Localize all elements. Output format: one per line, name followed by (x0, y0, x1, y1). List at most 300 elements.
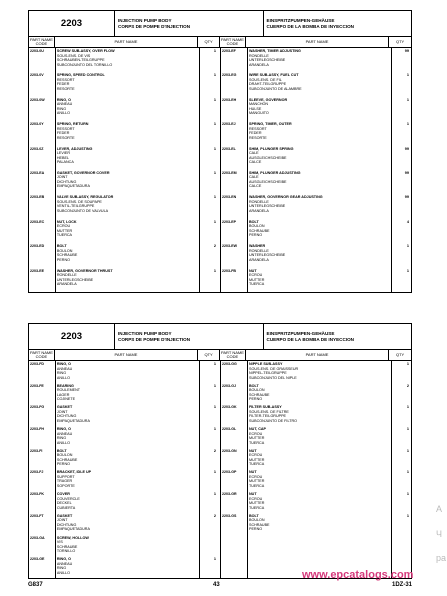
part-row (29, 194, 220, 218)
part-name-line: CALE (249, 175, 259, 180)
part-name-line: FEDER (56, 131, 70, 136)
part-name-line: DRAHT-TEILGRUPPE (249, 82, 287, 87)
part-description (55, 170, 198, 194)
part-quantity: 99 (404, 195, 409, 200)
footer-model-code: 1DZ-31 (391, 582, 412, 588)
part-name-line: WASHER, GOVERNOR GEAR ADJUSTING (249, 195, 323, 200)
part-name-line: RONDELLE (249, 199, 269, 204)
part-name-line: SOUS-ENS. DE FILTRE (249, 409, 289, 414)
group-title-fr: CORPS DE POMPE D'INJECTION (118, 23, 191, 29)
group-title (115, 11, 264, 36)
part-description (247, 404, 391, 426)
part-name-line: ANNEAU (56, 561, 73, 566)
part-code: 2203-0U (30, 49, 44, 53)
part-description (55, 491, 198, 513)
part-description (55, 361, 198, 383)
part-description (55, 535, 198, 557)
part-row (221, 361, 413, 383)
part-description (247, 219, 391, 243)
part-name-line: VALVE SUB-ASSY, REGULATOR (56, 195, 114, 200)
group-title-en: INJECTION PUMP BODY (118, 330, 172, 336)
part-quantity: 1 (213, 195, 216, 200)
part-row (221, 513, 413, 535)
column-headers (29, 350, 411, 361)
part-name-line: NUT (249, 470, 257, 475)
part-quantity: 1 (213, 73, 216, 78)
right-column (221, 48, 413, 292)
part-description (247, 448, 391, 470)
part-quantity: 1 (213, 427, 216, 432)
part-quantity: 1 (406, 470, 409, 475)
part-name-line: GASKET (56, 513, 73, 518)
part-name-line: RESORTE (56, 135, 75, 140)
part-row (221, 268, 413, 292)
left-column (29, 361, 221, 578)
part-code: 2203-EM (222, 170, 237, 175)
part-description (55, 146, 198, 170)
part-description (247, 361, 391, 383)
part-name-line: SOUS-ENS. DE FIL (249, 77, 282, 82)
part-name-line: FEDER (56, 82, 70, 87)
part-quantity: 1 (213, 122, 216, 127)
page-footer (28, 582, 412, 592)
part-name-line: SOUS-ENS. DE GRAISSEUR (249, 366, 299, 371)
part-row (221, 448, 413, 470)
part-code-header: PART NAME CODE (29, 349, 53, 359)
part-name-line: SCHRAUBE (249, 522, 270, 527)
part-description (247, 513, 391, 535)
part-name-line: RING (56, 436, 67, 441)
part-quantity (198, 535, 220, 557)
part-name-line: COJINETE (56, 397, 76, 402)
part-name-line: WASHER, TIMER ADJUSTING (249, 49, 301, 53)
part-name-line: UNTERLEGSCHEIBE (249, 253, 286, 258)
part-code: 2203-GS (222, 513, 237, 518)
part-description (247, 268, 391, 292)
part-name-line: ANILLO (56, 111, 70, 116)
part-row (29, 383, 220, 405)
part-name-header: PART NAME (246, 37, 389, 47)
part-name-line: SUPPORT (56, 474, 75, 479)
part-name-line: PERNO (56, 462, 70, 467)
part-name-line: SUBCONJUNTO DEL TORNILLO (56, 62, 113, 67)
part-name-line: SUBCONJUNTO DE ALAMBRE (249, 86, 302, 91)
part-row (29, 48, 220, 72)
part-quantity: 99 (404, 49, 409, 53)
part-name-line: EMPAQUETADURA (56, 527, 90, 532)
parts-table-1 (28, 10, 412, 293)
part-name-line: AUSGLEICHSCHEIBE (249, 155, 287, 160)
part-description (55, 268, 198, 292)
part-description (55, 219, 198, 243)
part-code-header: PART NAME CODE (29, 36, 53, 46)
part-name-line: SCHRAUBE (249, 392, 270, 397)
part-quantity: 1 (406, 122, 409, 127)
part-description (247, 491, 391, 513)
part-name-line: ARANDELA (249, 257, 269, 262)
part-quantity: 1 (213, 219, 216, 224)
part-name-line: SHIM, PLUNGER SPRING (249, 146, 294, 151)
part-name-line: BOULON (56, 248, 73, 253)
part-description (247, 243, 391, 267)
part-name-line: BOULON (249, 224, 265, 229)
part-name-line: NUT (249, 268, 257, 273)
part-name-line: TUERCA (249, 505, 265, 510)
part-name-line: NIPPLE SUB-ASSY (249, 362, 283, 366)
part-name-line: RONDELLE (249, 53, 269, 58)
part-code: 2203-GG (222, 362, 237, 366)
part-row (29, 97, 220, 121)
part-description (247, 97, 391, 121)
part-name-line: BRACKET, IDLE UP (56, 470, 92, 475)
part-row (29, 268, 220, 292)
part-name-line: MANGUITO (249, 111, 269, 116)
part-row (29, 243, 220, 267)
part-row (29, 219, 220, 243)
group-number: 2203 (29, 324, 115, 349)
watermark-link[interactable]: www.epcatalogs.com (302, 569, 414, 581)
part-name-line: ROULEMENT (56, 388, 81, 393)
part-quantity: 1 (213, 383, 216, 388)
part-name-line: MUTTER (249, 457, 265, 462)
part-row (221, 383, 413, 405)
part-name-line: PALANCA (56, 160, 74, 165)
part-quantity: 1 (213, 405, 216, 410)
part-quantity: 1 (406, 244, 409, 249)
part-name-line: SUBCONJUNTO DE VALVULA (56, 208, 109, 213)
part-quantity: 1 (406, 492, 409, 497)
part-name-line: SCHRAUBE (56, 457, 78, 462)
footer-catalog-code: G837 (28, 582, 43, 588)
part-code: 2203-EA (30, 170, 45, 175)
part-name-line: HEBEL (56, 155, 69, 160)
part-row (29, 146, 220, 170)
part-code: 2203-EC (30, 219, 45, 224)
part-code-header: PART NAME CODE (221, 349, 244, 359)
part-code: 2203-0W (30, 97, 45, 102)
part-name-line: TUERCA (56, 233, 73, 238)
part-quantity: 2 (213, 513, 216, 518)
part-name-line: ARANDELA (249, 62, 269, 67)
part-description (55, 383, 198, 405)
part-description (55, 556, 198, 578)
part-quantity: 1 (213, 492, 216, 497)
part-code: 2203-ED (30, 244, 45, 249)
part-name-line: EMPAQUETADURA (56, 418, 90, 423)
part-quantity: 1 (213, 97, 216, 102)
part-name-line: ECROU (249, 453, 263, 458)
part-code: 2203-EB (30, 195, 45, 200)
part-name-line: NUT, LOCK (56, 219, 77, 224)
part-name-line: BOULON (56, 453, 73, 458)
part-description (55, 97, 198, 121)
part-row (29, 170, 220, 194)
part-name-line: ANNEAU (56, 102, 73, 107)
part-code: 2203-FK (30, 492, 44, 497)
part-code: 2203-FJ (30, 470, 44, 475)
part-name-line: MANCHON (249, 102, 269, 107)
part-name-line: SCREW, HOLLOW (56, 535, 89, 540)
part-name-line: GASKET, GOVERNOR COVER (56, 170, 110, 175)
part-description (55, 72, 198, 96)
part-name-line: BEARING (56, 383, 74, 388)
qty-header: QTY (395, 351, 405, 357)
part-name-line: LAGER (56, 392, 70, 397)
part-name-line: TUERCA (249, 483, 265, 488)
part-name-line: RING, O (56, 427, 71, 432)
part-name-line: MUTTER (56, 228, 73, 233)
edge-text-2: Ч (436, 529, 442, 539)
part-name-line: FILTER-TEILGRUPPE (249, 414, 287, 419)
part-code: 2203-0Y (30, 122, 44, 127)
part-name-line: ANILLO (56, 440, 70, 445)
part-name-line: SOPORTE (56, 483, 75, 488)
part-description (247, 121, 391, 145)
part-quantity: 1 (406, 405, 409, 410)
part-name-line: SCREW SUB-ASSY, OVER FLOW (56, 49, 115, 53)
part-row (221, 469, 413, 491)
part-name-line: ANNEAU (56, 366, 73, 371)
part-name-line: DECKEL (56, 501, 72, 506)
part-description (247, 383, 391, 405)
part-quantity: 1 (406, 97, 409, 102)
part-code-header: PART NAME CODE (221, 36, 244, 46)
part-name-line: WASHER, GOVERNOR THRUST (56, 268, 113, 273)
part-code: 2203-FG (30, 405, 45, 410)
part-quantity: 1 (406, 268, 409, 273)
part-name-line: JOINT (56, 409, 68, 414)
part-quantity: 1 (213, 362, 216, 366)
part-description (55, 404, 198, 426)
part-quantity: 1 (213, 470, 216, 475)
part-name-line: SPRING, RETURN (56, 122, 89, 127)
part-row (29, 404, 220, 426)
part-code: 2203-EW (222, 244, 237, 249)
part-name-line: RESORTE (249, 135, 267, 140)
part-quantity: 1 (213, 170, 216, 175)
part-quantity: 4 (406, 219, 409, 224)
part-name-line: ANILLO (56, 570, 70, 575)
part-name-line: UNTERLEGSCHEIBE (249, 204, 286, 209)
part-name-line: SCHRAUBE (249, 228, 270, 233)
part-name-line: DICHTUNG (56, 179, 77, 184)
part-row (221, 170, 413, 194)
part-name-line: RONDELLE (249, 248, 269, 253)
part-name-line: TORNILLO (56, 549, 76, 553)
part-name-line: ECROU (249, 273, 263, 278)
part-quantity: 2 (406, 383, 409, 388)
part-name-header: PART NAME (55, 350, 198, 360)
part-name-line: BOLT (249, 383, 259, 388)
part-quantity: 1 (213, 268, 216, 273)
part-description (55, 513, 198, 535)
part-name-line: MUTTER (249, 277, 265, 282)
part-name-line: ARANDELA (56, 282, 77, 287)
part-description (55, 469, 198, 491)
part-name-line: SCHRAUBE (56, 253, 78, 258)
part-description (55, 121, 198, 145)
part-name-line: PERNO (249, 527, 263, 532)
part-name-line: PERNO (249, 233, 263, 238)
part-quantity: 1 (406, 513, 409, 518)
part-description (247, 170, 391, 194)
part-name-line: ECROU (249, 431, 263, 436)
qty-header: QTY (198, 350, 220, 360)
part-description (55, 448, 198, 470)
parts-columns (29, 361, 411, 578)
part-description (55, 243, 198, 267)
part-name-line: DICHTUNG (56, 414, 77, 419)
part-description (55, 48, 198, 72)
part-code: 2203-GN (222, 448, 237, 453)
part-name-line: SHIM, PLUNGER ADJUSTING (249, 170, 301, 175)
part-code: 2203-EF (222, 49, 236, 53)
panel-header (29, 324, 411, 350)
part-row (221, 491, 413, 513)
part-name-line: ECROU (249, 496, 263, 501)
group-number: 2203 (29, 11, 115, 36)
part-description (247, 48, 391, 72)
part-code: 2203-EN (222, 195, 237, 200)
part-name-line: CALCE (249, 160, 262, 165)
part-code: 2203-FH (30, 427, 44, 432)
part-name-line: ECROU (56, 224, 71, 229)
part-description (247, 469, 391, 491)
part-name-line: RING, O (56, 557, 71, 562)
part-name-line: PERNO (56, 257, 70, 262)
part-description (55, 194, 198, 218)
part-name-line: WASHER (249, 244, 266, 249)
part-name-line: CALE (249, 151, 259, 156)
qty-header: QTY (198, 37, 220, 47)
group-title-es: CUERPO DE LA BOMBA DE INYECCION (266, 23, 354, 29)
part-code: 2203-0Z (30, 146, 44, 151)
part-name-line: HULSE (249, 106, 262, 111)
part-name-header: PART NAME (246, 350, 389, 360)
part-row (221, 194, 413, 218)
part-name-line: NUT (249, 492, 257, 497)
panel-header (29, 11, 411, 37)
part-name-line: LEVER, ADJUSTING (56, 146, 93, 151)
group-title-en: INJECTION PUMP BODY (118, 17, 172, 23)
part-name-line: ARANDELA (249, 208, 269, 213)
part-name-line: MUTTER (249, 436, 265, 441)
part-name-line: RESSORT (56, 126, 75, 131)
part-name-line: SOUS-ENS. DE VIS (56, 53, 91, 58)
footer-page-number: 43 (213, 582, 220, 588)
part-code: 2203-GP (222, 470, 237, 475)
part-name-line: NUT (249, 448, 257, 453)
part-quantity: 1 (213, 49, 216, 53)
part-name-line: PERNO (249, 397, 263, 402)
edge-text-1: A (436, 504, 443, 514)
part-name-line: JOINT (56, 518, 68, 523)
part-description (247, 146, 391, 170)
part-name-line: AUSGLEICHSCHEIBE (249, 179, 287, 184)
part-quantity: 1 (406, 73, 409, 78)
parts-table-2 (28, 323, 412, 579)
part-name-line: SCHRAUBEN-TEILGRUPPE (56, 58, 105, 62)
group-title-de: EINSPRITZPUMPEN-GEHÄUSE (266, 17, 335, 23)
part-name-line: FEDER (249, 131, 262, 136)
part-description (247, 72, 391, 96)
part-code: 2203-EJ (222, 122, 236, 127)
part-row (221, 72, 413, 96)
part-description (247, 194, 391, 218)
edge-text-3: pa (436, 553, 447, 563)
part-name-line: ANILLO (56, 375, 70, 380)
part-code: 2203-EL (222, 146, 236, 151)
part-quantity: 1 (213, 146, 216, 151)
part-name-line: RING (56, 371, 67, 375)
group-title (115, 324, 264, 349)
part-name-line: TUERCA (249, 462, 265, 467)
part-code: 2203-GR (222, 492, 237, 497)
part-name-line: BOLT (56, 448, 67, 453)
part-name-line: UNTERLEGSCHEIBE (249, 58, 286, 62)
right-column (221, 361, 413, 578)
part-name-line: BOLT (249, 219, 259, 224)
part-name-line: RESORTE (56, 86, 75, 91)
part-name-line: TUERCA (249, 282, 265, 287)
parts-columns (29, 48, 411, 292)
part-row (221, 426, 413, 448)
part-name-line: SCHRAUBE (56, 544, 78, 549)
part-code: 2203-FI (30, 448, 43, 453)
part-name-line: SUBCONJUNTO DE FILTRO (249, 418, 298, 423)
part-name-line: DICHTUNG (56, 522, 77, 527)
part-code: 2203-GK (222, 405, 237, 410)
part-row (29, 491, 220, 513)
part-code: 2203-EE (30, 268, 44, 273)
part-name-line: BOLT (249, 513, 259, 518)
part-code: 2203-GA (30, 535, 45, 540)
part-row (29, 72, 220, 96)
part-name-line: GASKET (56, 405, 73, 410)
part-name-line: BOULON (249, 388, 265, 393)
group-title-alt (264, 324, 412, 349)
part-name-line: RONDELLE (56, 273, 77, 278)
part-row (221, 243, 413, 267)
part-name-line: RING, O (56, 362, 71, 366)
part-code: 2203-FD (30, 362, 44, 366)
part-name-line: VENTIL-TEILGRUPPE (56, 204, 95, 209)
part-name-line: RING, O (56, 97, 71, 102)
part-name-line: SLEEVE, GOVERNOR (249, 97, 288, 102)
part-row (221, 146, 413, 170)
group-title-es: CUERPO DE LA BOMBA DE INYECCION (266, 336, 354, 342)
part-name-header: PART NAME (55, 37, 198, 47)
part-name-line: SPRING, SPEED CONTROL (56, 73, 105, 78)
part-row (221, 48, 413, 72)
part-row (221, 404, 413, 426)
part-code: 2203-EH (222, 97, 237, 102)
part-name-line: COUVERCLE (56, 496, 80, 501)
part-quantity: 99 (404, 146, 409, 151)
part-name-line: SPRING, TIMER, OUTER (249, 122, 292, 127)
part-row (29, 361, 220, 383)
part-name-line: CUBIERTA (56, 505, 76, 510)
part-row (29, 513, 220, 535)
part-name-line: RING (56, 566, 67, 571)
part-quantity: 1 (213, 557, 216, 562)
part-name-line: NIPPEL-TEILGRUPPE (249, 371, 287, 375)
part-name-line: TUERCA (249, 440, 265, 445)
part-description (55, 426, 198, 448)
qty-header: QTY (395, 38, 405, 44)
part-code: 2203-FE (30, 383, 44, 388)
part-name-line: FILTER SUB-ASSY (249, 405, 282, 410)
